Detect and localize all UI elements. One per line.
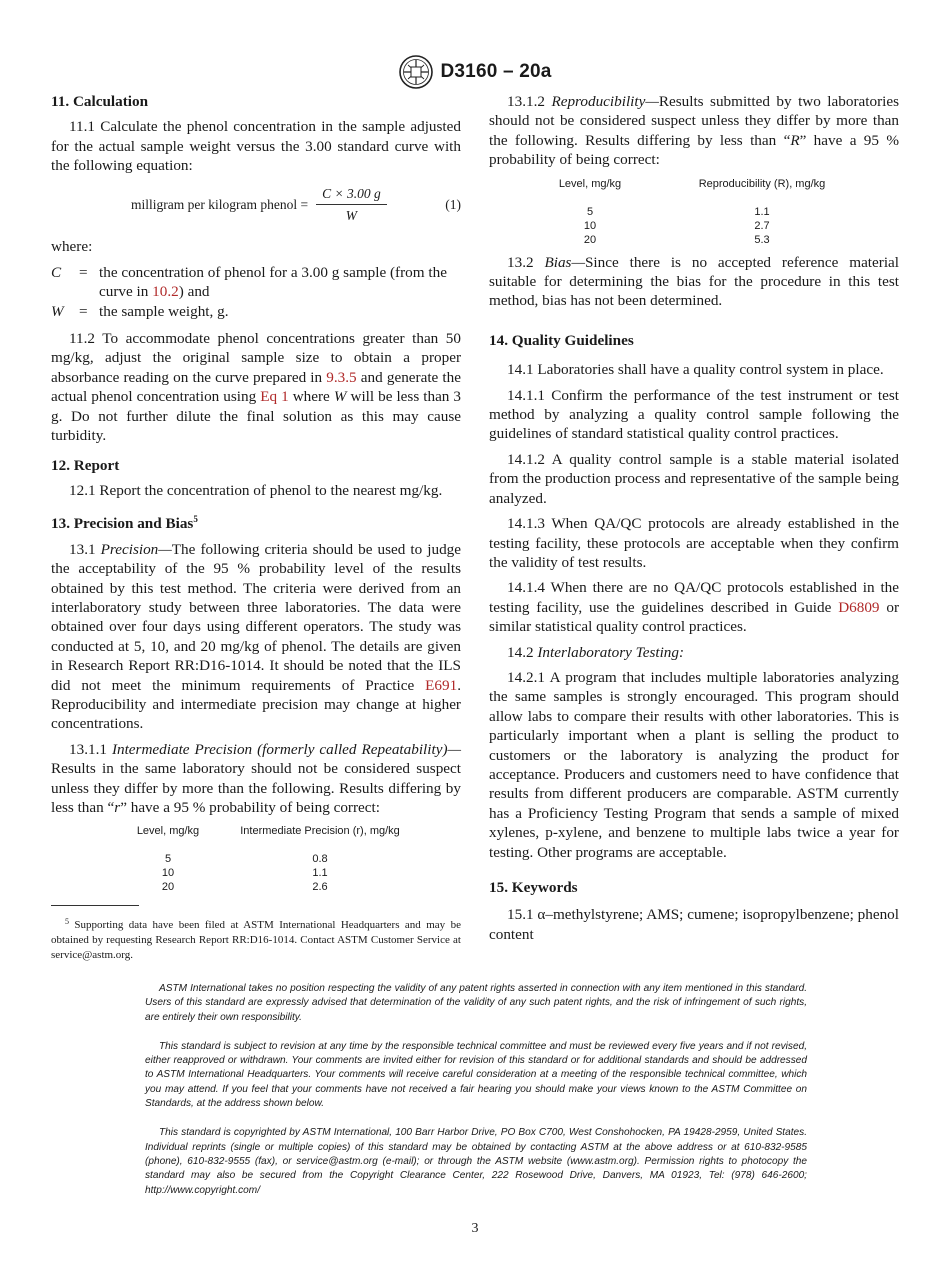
para-13-1-2: 13.1.2 Reproducibility—Results submitted by two laboratories should not be considered suspect unless they differ by more than the following. Results differing by less than “R” have a 95 % probability of being correct: [489,93,899,169]
notice-patent: ASTM International takes no position respecting the validity of any patent rights asserted in connection with any item mentioned in this standard. Users of this standard are expressly advised that determination of the validity of any such patent rights, and the risk of infringement of such rights, are entirely their own responsibility. [145,983,807,1023]
intermediate-precision-table [117,823,421,894]
table-row: 5 0.8 [164,853,328,866]
equation-fraction [316,184,387,226]
where-c: C = the concentration of phenol for a 3.00 g sample (from the curve in 10.2) and [51,263,447,301]
equation-lhs: milligram per kilogram phenol = [131,196,309,212]
link-10-2[interactable]: 10.2 [152,283,179,301]
para-13-2: 13.2 Bias—Since there is no accepted reference material suitable for determining the bias for the procedure in this test method, bias has not been determined. [489,253,900,310]
table-header: Level, mg/kg [558,177,622,190]
section-12-heading: 12. Report [51,456,120,474]
footnote-5: $^5$ Supporting data have been filed at ASTM International Headquarters and may be obtained by requesting Research Report RR:D16-1014. Contact ASTM Customer Service at service@astm.org. [51,917,461,961]
para-15-1: 15.1 α–methylstyrene; AMS; cumene; isopropylbenzene; phenol content [489,906,899,943]
footnote-ref[interactable]: 5 [193,514,198,525]
para-11-1: 11.1 Calculate the phenol concentration in the sample adjusted for the actual sample weight versus the 3.00 standard curve with the following equation: [51,118,461,175]
right-column [489,92,899,950]
section-14-heading: 14. Quality Guidelines [489,331,634,349]
reproducibility-table [529,176,873,247]
where-w: W = the sample weight, g. [51,302,229,320]
footnote-divider [51,905,139,906]
equation-1 [51,184,461,226]
table-header: Level, mg/kg [136,825,200,838]
table-row: 20 5.3 [583,233,770,246]
para-14-1: 14.1 Laboratories shall have a quality control system in place. [507,361,884,379]
para-14-1-1: 14.1.1 Confirm the performance of the test instrument or test method by analyzing a quality control sample following the guidelines of standard statistical quality control practices. [489,386,899,443]
link-9-3-5[interactable]: 9.3.5 [326,368,357,386]
para-12-1: 12.1 Report the concentration of phenol to the nearest mg/kg. [69,481,443,499]
table-row: 5 1.1 [586,205,770,218]
table-row: 20 2.6 [161,881,328,894]
document-id: D3160 – 20a [440,61,552,82]
para-13-1-1: 13.1.1 Intermediate Precision (formerly called Repeatability)—Results in the same laboratory should not be considered suspect unless they differ by more than the following. Results differing by less than “r” have a 95 % probability of being correct: [51,740,462,816]
notice-revision: This standard is subject to revision at any time by the responsible technical committee and must be reviewed every five years and if not revised, either reapproved or withdrawn. Your comments are invited either for revision of this standard or for additional standards and should be addressed to ASTM International Headquarters. Your comments will receive careful consideration at a meeting of the responsible technical committee, which you may attend. If you feel that your comments have not received a fair hearing you should make your views known to the ASTM Committee on Standards, at the address shown below. [145,1040,807,1110]
left-column [51,92,461,900]
section-13-heading: 13. Precision and Bias$^5$ [51,514,198,533]
page-number: 3 [471,1221,479,1236]
para-14-1-2: 14.1.2 A quality control sample is a stable material isolated from the production process and representative of the sample being analyzed. [489,450,899,507]
table-row: 10 2.7 [583,219,770,232]
link-eq-1[interactable]: Eq 1 [260,388,289,406]
para-14-2-1: 14.2.1 A program that includes multiple laboratories analyzing the same samples is strongly encouraged. This program should allow labs to compare their results with other laboratories. This is particularly important when a plant is selling the product to customers or the laboratory is analyzing the product for acceptance. Producers and customers need to have confidence that results from different producers are comparable. ASTM currently has a Proficiency Testing Program that sends a sample of mixed xylenes, p-xylene, and benzene to multiple labs twice a year for testing. Other programs are acceptable. [489,668,899,861]
page-header [0,54,950,95]
equation-numerator: C × 3.00 g [316,184,387,205]
section-15-heading: 15. Keywords [489,879,578,896]
section-11-heading: 11. Calculation [51,93,149,110]
table-header: Reproducibility (R), mg/kg [698,177,826,190]
para-14-2: 14.2 Interlaboratory Testing: [507,643,685,661]
table-row: 10 1.1 [161,867,328,880]
equation-denominator: W [345,208,358,224]
para-13-1: 13.1 Precision—The following criteria should be used to judge the acceptability of the 95 % probability level of the results obtained by this test method. The criteria were derived from an interlaboratory study between three laboratories. The data were obtained over four days using different operators. The study was conducted at 5, 10, and 20 mg/kg of phenol. The details are given in Research Report RR:D16-1014. It should be noted that the ILS did not meet the minimum requirements of Practice E691. Reproducibility and intermediate precision may change at higher concentrations. [51,540,461,733]
link-d6809[interactable]: D6809 [838,598,880,616]
para-14-1-4: 14.1.4 When there are no QA/QC protocols established in the testing facility, use the guidelines described in Guide D6809 or similar statistical quality control practices. [489,579,899,636]
equation-number: (1) [445,196,461,212]
legal-notices [145,982,807,1213]
astm-logo-icon [398,54,434,90]
where-label: where: [51,238,93,256]
notice-copyright: This standard is copyrighted by ASTM International, 100 Barr Harbor Drive, PO Box C700, West Conshohocken, PA 19428-2959, United States. Individual reprints (single or multiple copies) of this standard may be obtained by contacting ASTM at the above address or at 610-832-9585 (phone), 610-832-9555 (fax), or service@astm.org (e-mail); or through the ASTM website (www.astm.org). Permission rights to photocopy the standard may also be secured from the Copyright Clearance Center, 222 Rosewood Drive, Danvers, MA 01923, Tel: (978) 646-2600; http://www.copyright.com/ [145,1127,807,1196]
table-header: Intermediate Precision (r), mg/kg [240,825,400,838]
para-11-2: 11.2 To accommodate phenol concentrations greater than 50 mg/kg, adjust the original sample size to obtain a proper absorbance reading on the curve prepared in 9.3.5 and generate the actual phenol concentration using Eq 1 where W will be less than 3 g. Do not further dilute the final solution as this may cause turbidity. [51,330,462,445]
para-14-1-3: 14.1.3 When QA/QC protocols are already established in the testing facility, these protocols are acceptable when they confirm the validity of test results. [489,515,899,571]
link-e691[interactable]: E691 [425,676,458,694]
